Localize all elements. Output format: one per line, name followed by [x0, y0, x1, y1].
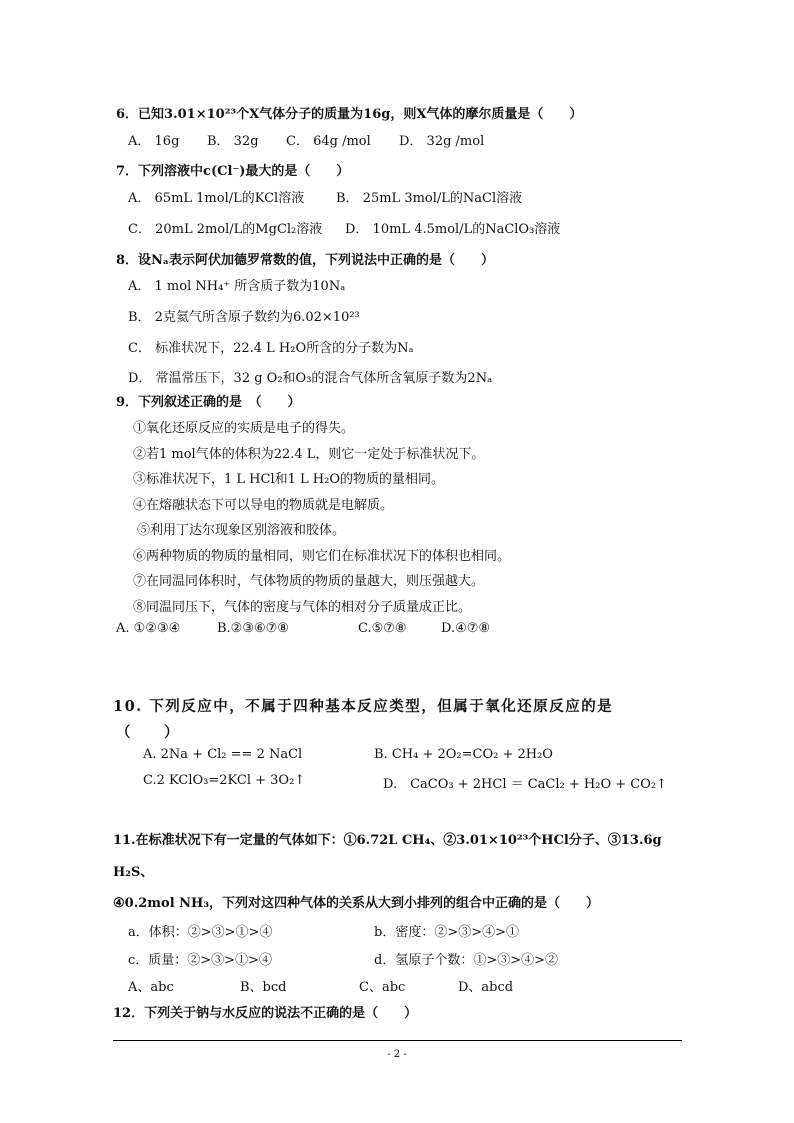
- q11-option-d: D、abcd: [458, 980, 514, 995]
- q9-statement-5: ⑤利用丁达尔现象区别溶液和胶体。: [137, 523, 346, 538]
- question-9-stem: 9．下列叙述正确的是 （ ）: [116, 395, 301, 410]
- q9-statement-6: ⑥两种物质的物质的量相同，则它们在标准状况下的体积也相同。: [133, 549, 511, 564]
- q9-statement-1: ①氧化还原反应的实质是电子的得失。: [133, 421, 355, 436]
- q6-option-c: C． 64g /mol: [286, 134, 371, 149]
- q10-option-b: B. CH₄ + 2O₂=CO₂ + 2H₂O: [374, 747, 553, 762]
- footer-divider: [113, 1040, 682, 1041]
- q7-option-b: B． 25mL 3mol/L的NaCl溶液: [336, 191, 523, 206]
- question-10-stem: 10. 下列反应中，不属于四种基本反应类型，但属于氧化还原反应的是: [113, 698, 614, 715]
- q9-option-c: C.⑤⑦⑧: [358, 621, 407, 636]
- q9-statement-8: ⑧同温同压下，气体的密度与气体的相对分子质量成正比。: [133, 600, 472, 615]
- page-number: - 2 -: [387, 1049, 407, 1060]
- question-10-answer-paren: （ ）: [116, 724, 180, 741]
- q6-option-d: D． 32g /mol: [399, 134, 485, 149]
- q9-statement-3: ③标准状况下，1 L HCl和1 L H₂O的物质的量相同。: [133, 472, 444, 487]
- q7-option-d: D． 10mL 4.5mol/L的NaClO₃溶液: [345, 222, 561, 237]
- q9-option-a: A. ①②③④: [116, 621, 181, 636]
- q9-statement-7: ⑦在同温同体积时，气体物质的物质的量越大，则压强越大。: [133, 574, 485, 589]
- q11-prop-d: d．氢原子个数：①>③>④>②: [374, 953, 558, 968]
- q8-option-b: B． 2克氦气所含原子数约为6.02×10²³: [128, 310, 360, 325]
- q6-option-b: B． 32g: [207, 134, 259, 149]
- q9-statement-2: ②若1 mol气体的体积为22.4 L，则它一定处于标准状况下。: [133, 447, 485, 462]
- q10-option-a: A. 2Na + Cl₂ == 2 NaCl: [143, 747, 303, 762]
- q9-statement-4: ④在熔融状态下可以导电的物质就是电解质。: [133, 498, 394, 513]
- question-6-stem: 6．已知3.01×10²³个X气体分子的质量为16g，则X气体的摩尔质量是（ ）: [116, 107, 583, 122]
- q11-prop-a: a．体积：②>③>①>④: [128, 925, 273, 940]
- q11-option-a: A、abc: [128, 980, 174, 995]
- q8-option-c: C． 标准状况下，22.4 L H₂O所含的分子数为Nₐ: [128, 341, 414, 356]
- question-12-stem: 12．下列关于钠与水反应的说法不正确的是（ ）: [113, 1006, 418, 1021]
- q10-option-c: C.2 KClO₃=2KCl + 3O₂↑: [143, 773, 306, 788]
- q11-prop-b: b．密度：②>③>④>①: [374, 925, 519, 940]
- q7-option-a: A． 65mL 1mol/L的KCl溶液: [128, 191, 305, 206]
- question-11-stem-cont: H₂S、: [113, 865, 154, 880]
- question-11-stem: 11.在标准状况下有一定量的气体如下：①6.72L CH₄、②3.01×10²³个HCl分子、③13.6g: [113, 833, 662, 848]
- q9-option-b: B.②③⑥⑦⑧: [217, 621, 289, 636]
- question-11-stem-cont-2: ④0.2mol NH₃，下列对这四种气体的关系从大到小排列的组合中正确的是（ ）: [113, 896, 600, 911]
- q11-option-b: B、bcd: [240, 980, 287, 995]
- question-8-stem: 8．设Nₐ表示阿伏加德罗常数的值，下列说法中正确的是（ ）: [116, 253, 494, 268]
- q9-option-d: D.④⑦⑧: [441, 621, 491, 636]
- q7-option-c: C． 20mL 2mol/L的MgCl₂溶液: [128, 222, 323, 237]
- q11-option-c: C、abc: [359, 980, 406, 995]
- q8-option-d: D． 常温常压下，32 g O₂和O₃的混合气体所含氧原子数为2Nₐ: [128, 371, 493, 386]
- q11-prop-c: c．质量：②>③>①>④: [128, 953, 272, 968]
- q8-option-a: A． 1 mol NH₄⁺ 所含质子数为10Nₐ: [128, 279, 346, 294]
- q6-option-a: A． 16g: [128, 134, 180, 149]
- q10-option-d: D. CaCO₃ + 2HCl ＝ CaCl₂ + H₂O + CO₂↑: [383, 777, 667, 792]
- question-7-stem: 7．下列溶液中c(Cl⁻)最大的是（ ）: [116, 164, 350, 179]
